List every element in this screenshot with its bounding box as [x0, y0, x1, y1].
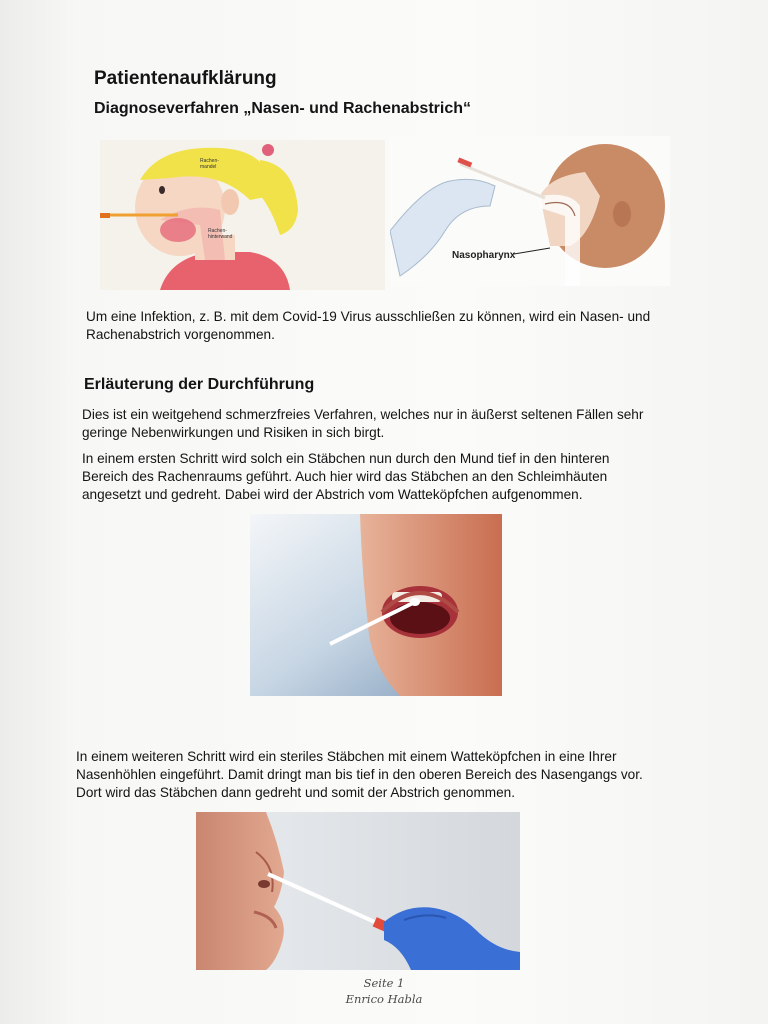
p3-line-1: In einem weiteren Schritt wird ein steriles Stäbchen mit einem Watteköpfchen in eine Ihrer — [76, 749, 617, 764]
intro-line-1: Um eine Infektion, z. B. mit dem Covid-19 Virus ausschließen zu können, wird ein Nasen- und — [86, 309, 651, 324]
section-heading: Erläuterung der Durchführung — [84, 376, 315, 393]
illustration-throat-swab — [100, 140, 385, 290]
p3-line-3: Dort wird das Stäbchen dann gedreht und somit der Abstrich genommen. — [76, 785, 516, 800]
label-rachenhinterwand-1: Rachen- — [208, 228, 227, 234]
p1-line-2: geringe Nebenwirkungen und Risiken in sich birgt. — [82, 425, 385, 440]
p3-line-2: Nasenhöhlen eingeführt. Damit dringt man bis tief in den oberen Bereich des Nasengangs vor. — [76, 767, 643, 782]
label-nasopharynx: Nasopharynx — [452, 250, 516, 261]
p2-line-2: Bereich des Rachenraums geführt. Auch hier wird das Stäbchen an den Schleimhäuten — [82, 469, 608, 484]
footer-page: Seite 1 — [363, 976, 405, 990]
label-rachenhinterwand-2: hinterwand — [208, 234, 233, 240]
label-rachenmandel-1: Rachen- — [200, 158, 219, 164]
photo-nasal-swab — [196, 812, 520, 970]
footer-author: Enrico Habla — [345, 992, 423, 1006]
photo-mouth-swab — [250, 514, 502, 696]
page-title: Patientenaufklärung — [94, 68, 277, 89]
p2-line-3: angesetzt und gedreht. Dabei wird der Abstrich vom Watteköpfchen aufgenommen. — [82, 487, 583, 502]
page-subtitle: Diagnoseverfahren „Nasen- und Rachenabstrich“ — [94, 100, 471, 117]
illustration-nasopharynx — [390, 136, 670, 286]
p2-line-1: In einem ersten Schritt wird solch ein Stäbchen nun durch den Mund tief in den hinteren — [82, 451, 610, 466]
label-rachenmandel-2: mandel — [200, 164, 217, 170]
intro-line-2: Rachenabstrich vorgenommen. — [86, 327, 275, 342]
p1-line-1: Dies ist ein weitgehend schmerzfreies Verfahren, welches nur in äußerst seltenen Fällen sehr — [82, 407, 644, 422]
